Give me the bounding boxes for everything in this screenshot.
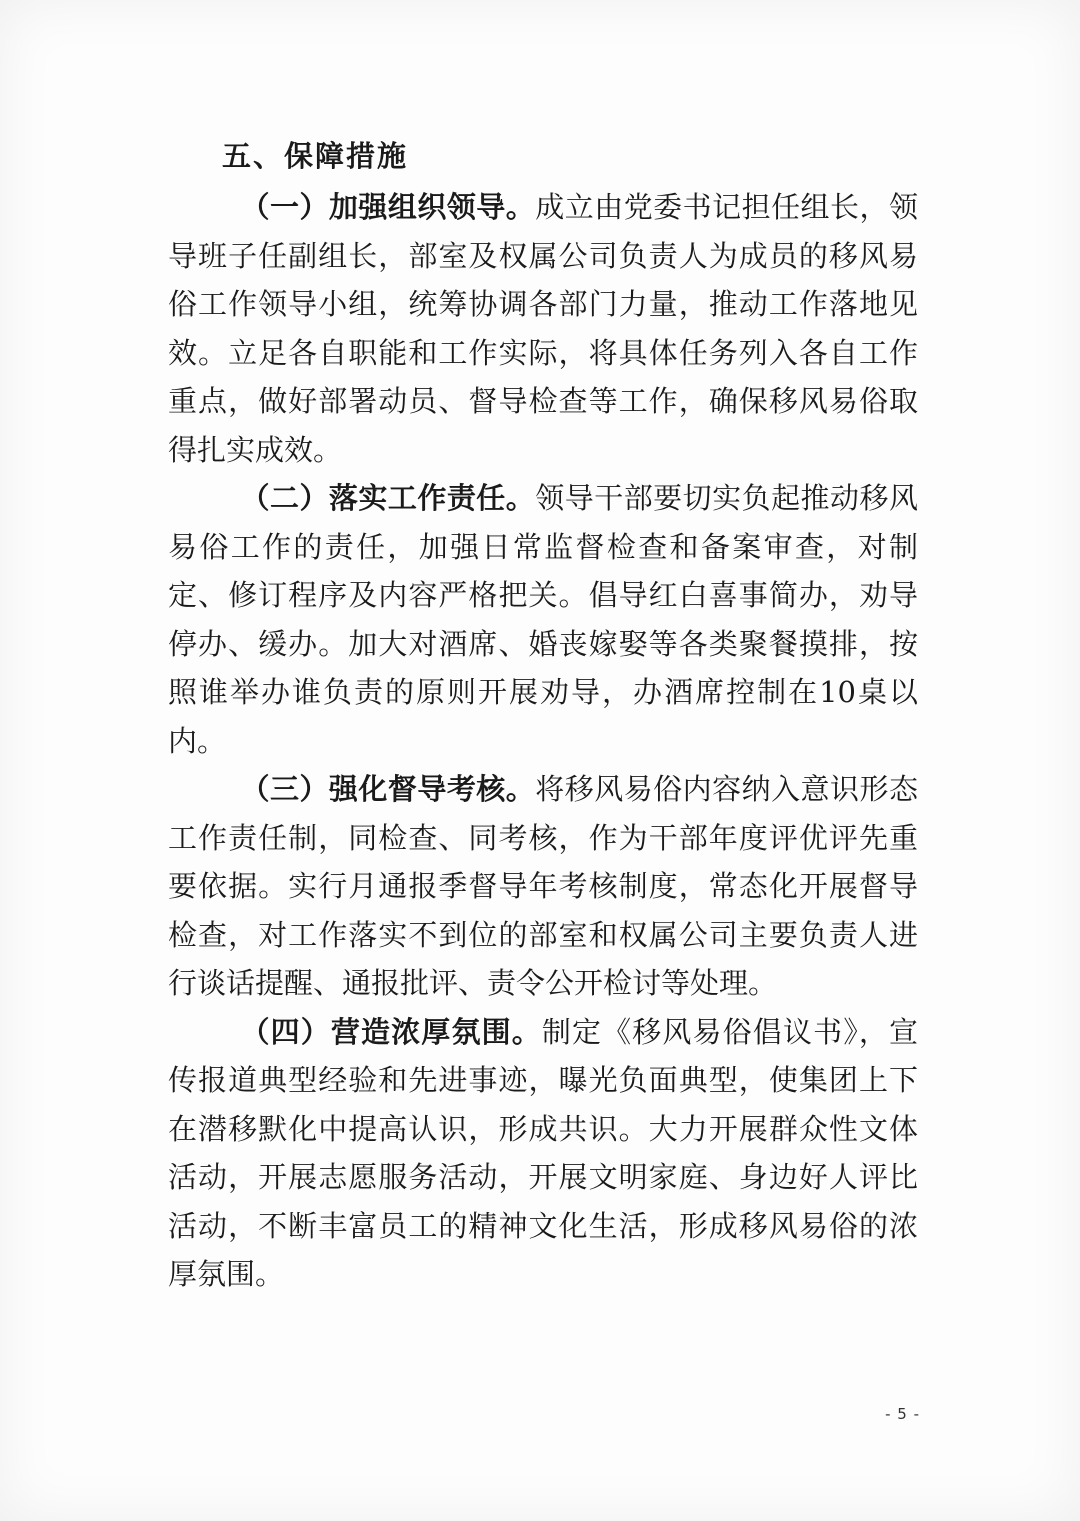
paragraph-supervision	[168, 765, 918, 1008]
paragraph-lead: （三）强化督导考核。	[240, 772, 536, 806]
paragraph-lead: （一）加强组织领导。	[240, 190, 536, 224]
body-text	[168, 183, 918, 1299]
paragraph-text: 成立由党委书记担任组长，领导班子任副组长，部室及权属公司负责人为成员的移风易俗工作领导小组，统筹协调各部门力量，推动工作落地见效。立足各自职能和工作实际，将具体任务列入各自工作重点，做好部署动员、督导检查等工作，确保移风易俗取得扎实成效。	[168, 190, 918, 467]
section-heading: 五、保障措施	[222, 139, 409, 173]
paragraph-text: 领导干部要切实负起推动移风易俗工作的责任，加强日常监督检查和备案审查，对制定、修订程序及内容严格把关。倡导红白喜事简办，劝导停办、缓办。加大对酒席、婚丧嫁娶等各类聚餐摸排，按照谁举办谁负责的原则开展劝导，办酒席控制在10桌以内。	[168, 481, 918, 758]
paragraph-organization	[168, 183, 918, 474]
paragraph-responsibility	[168, 474, 918, 765]
paragraph-lead: （二）落实工作责任。	[240, 481, 536, 515]
paragraph-text: 将移风易俗内容纳入意识形态工作责任制，同检查、同考核，作为干部年度评优评先重要依据。实行月通报季督导年考核制度，常态化开展督导检查，对工作落实不到位的部室和权属公司主要负责人进行谈话提醒、通报批评、责令公开检讨等处理。	[168, 772, 918, 1000]
paragraph-lead: （四）营造浓厚氛围。	[240, 1014, 542, 1049]
paragraph-text: 制定《移风易俗倡议书》，宣传报道典型经验和先进事迹，曝光负面典型，使集团上下在潜移默化中提高认识，形成共识。大力开展群众性文体活动，开展志愿服务活动，开展文明家庭、身边好人评比活动，不断丰富员工的精神文化生活，形成移风易俗的浓厚氛围。	[168, 1014, 918, 1291]
paragraph-atmosphere	[168, 1008, 918, 1299]
page-number: - 5 -	[885, 1405, 920, 1423]
